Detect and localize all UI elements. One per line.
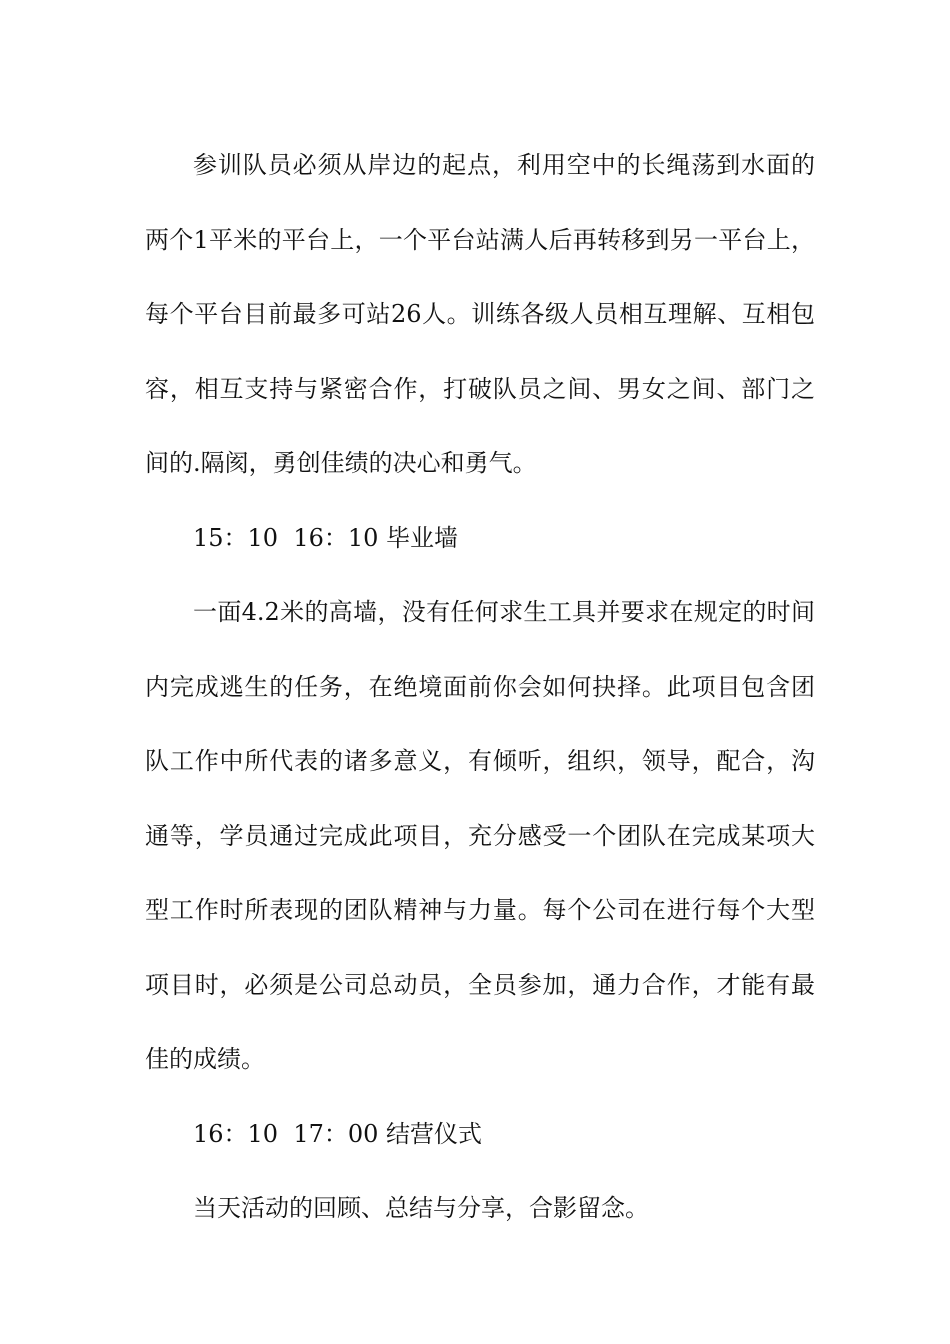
document-body: [145, 128, 815, 1246]
paragraph-rope-swing-description: 参训队员必须从岸边的起点，利用空中的长绳荡到水面的两个1平米的平台上，一个平台站满人后再转移到另一平台上，每个平台目前最多可站26人。训练各级人员相互理解、互相包容，相互支持与紧密合作，打破队员之间、男女之间、部门之间的.隔阂，勇创佳绩的决心和勇气。: [145, 151, 815, 477]
schedule-graduation-wall: 15：10 16：10 毕业墙: [193, 523, 459, 552]
paragraph-graduation-wall-description: 一面4.2米的高墙，没有任何求生工具并要求在规定的时间内完成逃生的任务，在绝境面前你会如何抉择。此项目包含团队工作中所代表的诸多意义，有倾听，组织，领导，配合，沟通等，学员通过完成此项目，充分感受一个团队在完成某项大型工作时所表现的团队精神与力量。每个公司在进行每个大型项目时，必须是公司总动员，全员参加，通力合作，才能有最佳的成绩。: [145, 598, 815, 1073]
paragraph-closing-ceremony-description: 当天活动的回顾、总结与分享，合影留念。: [193, 1194, 649, 1222]
schedule-closing-ceremony: 16：10 17：00 结营仪式: [193, 1119, 483, 1148]
